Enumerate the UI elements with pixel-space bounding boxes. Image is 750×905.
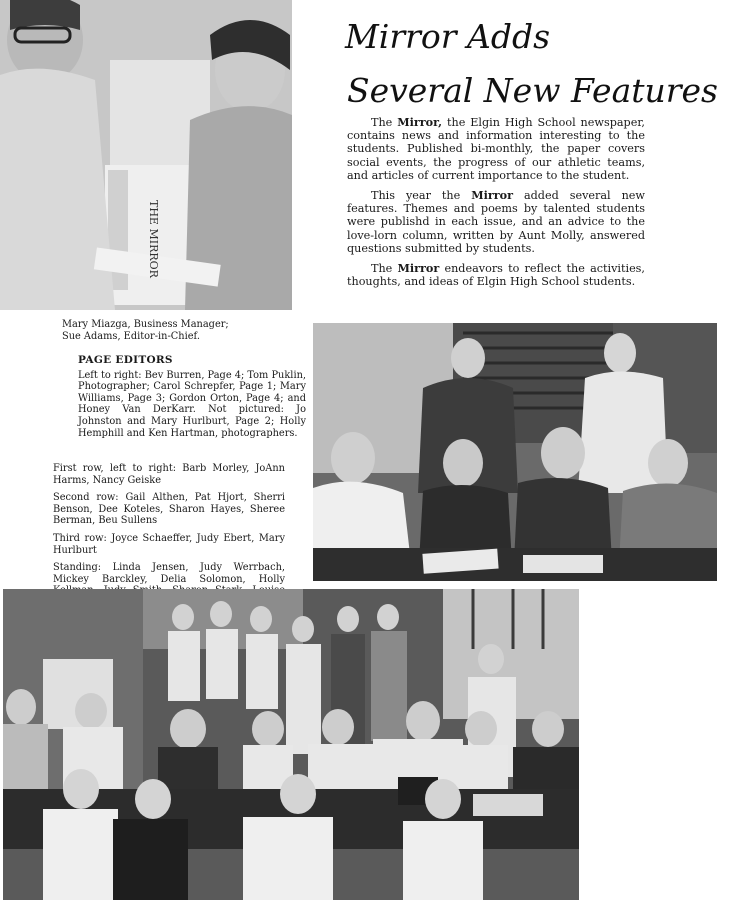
caption-editors (62, 319, 292, 342)
title-line-2: Several New Features (347, 71, 718, 110)
photo-editor-and-manager-image (0, 0, 292, 310)
photo-editor-and-manager (0, 0, 292, 310)
title-line-1: Mirror Adds (345, 17, 551, 56)
article-paragraph-3: The Mirror endeavors to reflect the activities, thoughts, and ideas of Elgin High School students. (347, 261, 645, 289)
page-editors-heading: PAGE EDITORS (78, 354, 173, 366)
caption-page-editors (78, 355, 306, 439)
article-paragraph-1: The Mirror, the Elgin High School newspaper, contains news and information interesting to the students. Published bi-monthly, the paper covers social events, the progress of our athletic teams, and articles of current importance to the student. (347, 115, 645, 182)
caption-editors-line-2: Sue Adams, Editor-in-Chief. (62, 330, 200, 342)
article-body (347, 116, 645, 295)
caption-first-row: First row, left to right: Barb Morley, JoAnn Harms, Nancy Geiske (53, 463, 285, 486)
page-editors-text: Left to right: Bev Burren, Page 4; Tom Puklin, Photographer; Carol Schrepfer, Page 1; Mary Williams, Page 3; Gordon Orton, Page 4; and Honey Van DerKarr. Not pictured: Jo Johnston and Mary Hurlburt, Page 2; Holly Hemphill and Ken Hartman, photographers. (78, 369, 306, 439)
caption-third-row: Third row: Joyce Schaeffer, Judy Ebert, Mary Hurlburt (53, 532, 285, 556)
caption-second-row: Second row: Gail Althen, Pat Hjort, Sherri Benson, Dee Koteles, Sharon Hayes, Sheree Berman, Beu Sullens (53, 492, 285, 527)
newspaper-mast-text: THE MIRROR (147, 200, 160, 278)
caption-editors-line-1: Mary Miazga, Business Manager; (62, 319, 229, 330)
photo-page-editors-image (313, 323, 717, 581)
page-title (345, 10, 745, 118)
article-paragraph-2: This year the Mirror added several new features. Themes and poems by talented students were publishd in each issue, and an advice to the love-lorn column, written by Aunt Molly, answered questions submitted by students. (347, 188, 645, 255)
photo-newspaper-staff (3, 589, 579, 900)
caption-standing: Standing: Linda Jensen, Judy Werrbach, Mickey Barckley, Delia Solomon, Holly (53, 562, 285, 585)
photo-newspaper-staff-image (3, 589, 579, 900)
photo-page-editors (313, 323, 717, 581)
